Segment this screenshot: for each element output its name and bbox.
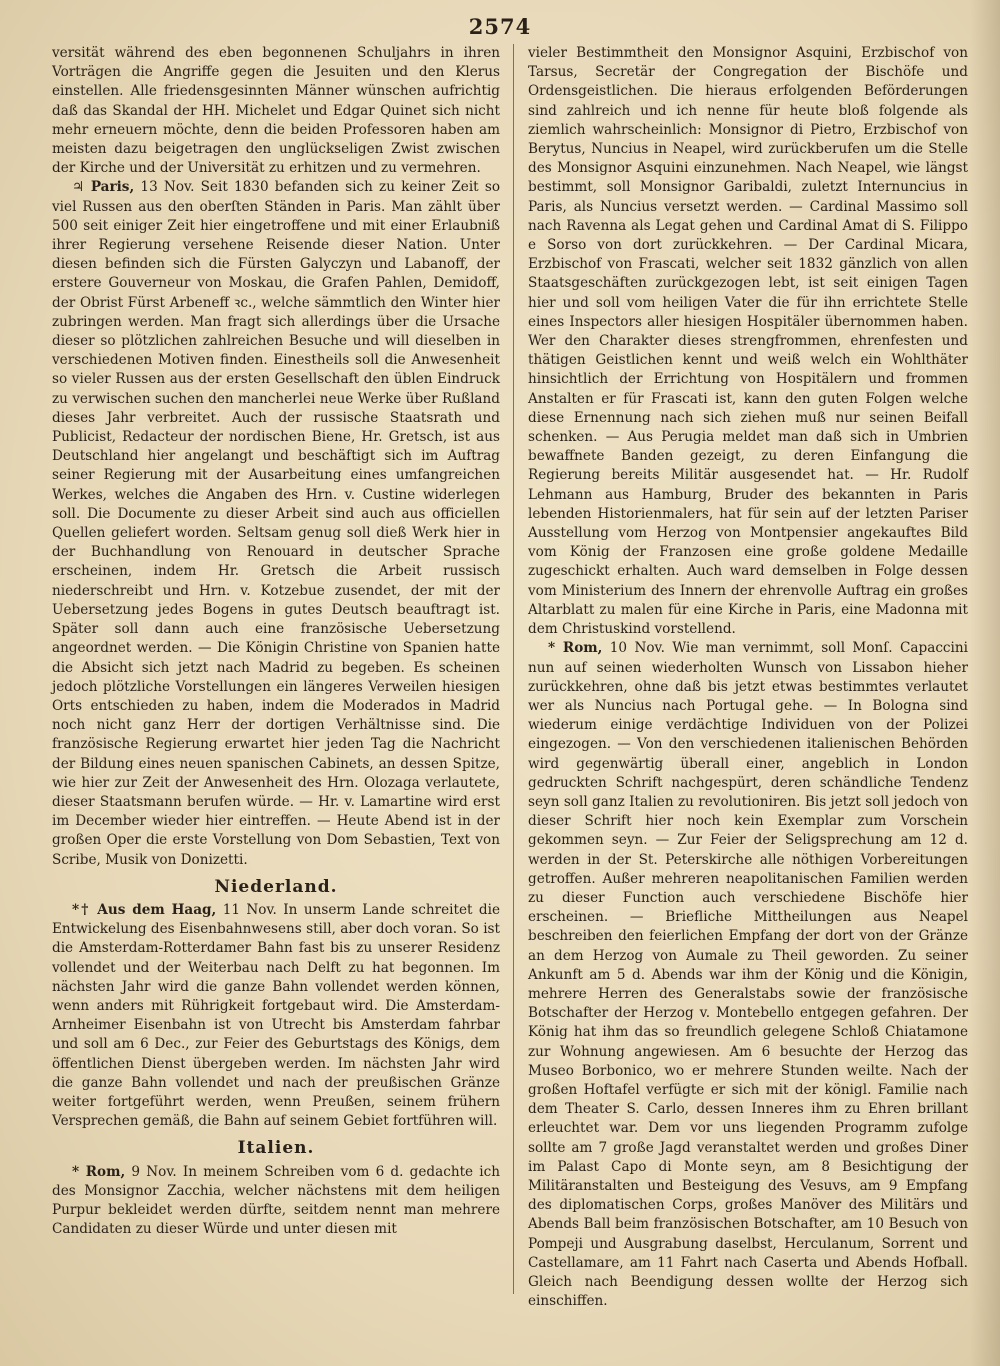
- continued-paragraph: vieler Bestimmtheit den Monsignor Asquini, Erzbischof von Tarsus, Secretär der Congregation der Bischöfe und Ordensgeistlichen. Die hieraus erfolgenden Beförderungen sind zahlreich und ich nenne für heute bloß folgende als ziemlich wahrscheinlich: Monsignor di Pietro, Erzbischof von Berytus, Nuncius in Neapel, wird zurückberufen um die Stelle des Monsignor Asquini einzunehmen. Nach Neapel, wie längst bestimmt, soll Monsignor Garibaldi, zuletzt Internuncius in Paris, als Nuncius versetzt werden. — Cardinal Massimo soll nach Ravenna als Legat gehen und Cardinal Amat di S. Filippo e Sorso von dort zurückkehren. — Der Cardinal Micara, Erzbischof von Frascati, welcher seit 1832 gänzlich von allen Staatsgeschäften zurückgezogen lebt, ist seit einigen Tagen hier und soll vom heiligen Vater die für ihn errichtete Stelle eines Inspectors aller hiesigen Hospitäler übernommen haben. Wer den Charakter dieses strengfrommen, ehrenfesten und thätigen Geistlichen kennt und weiß welch ein Wohlthäter hinsichtlich der Errichtung von Hospitälern und frommen Anstalten er für Frascati ist, kann den guten Folgen welche diese Ernennung nach sich ziehen muß nur seinen Beifall schenken. — Aus Perugia meldet man daß sich in Umbrien bewaffnete Banden gezeigt, zu deren Einfangung die Regierung bereits Militär ausgesendet hat. — Hr. Rudolf Lehmann aus Hamburg, Bruder des bekannten in Paris lebenden Historienmalers, hat für sein auf der letzten Pariser Ausstellung vom Herzog von Montpensier angekauftes Bild vom König der Franzosen eine große goldene Medaille zugeschickt erhalten. Auch ward demselben in Folge dessen vom Ministerium des Innern der ehrenvolle Auftrag ein großes Altarblatt zu malen für eine Kirche in Paris, eine Madonna mit dem Christuskind vorstellend.: [528, 45, 968, 638]
- section-heading: Italien.: [237, 1138, 315, 1159]
- article-paragraph: [528, 639, 968, 1311]
- page-edge-shadow: [970, 0, 1000, 1366]
- article-dateline: ♃ Paris,: [72, 179, 135, 196]
- column-divider: [513, 44, 514, 1294]
- article-paragraph: [52, 1163, 500, 1240]
- article-body: 10 Nov. Wie man vernimmt, soll Monſ. Capaccini nun auf seinen wiederholten Wunsch von Lissabon hieher zurückkehren, ohne daß bis jetzt etwas bestimmtes verlautet wer als Nuncius nach Portugal gehe. — In Bologna sind wiederum einige verdächtige Individuen von der Polizei eingezogen. — Von den verschiedenen italienischen Behörden wird gegenwärtig überall einer, angeblich in London gedruckten Schrift nachgespürt, deren schändliche Tendenz seyn soll ganz Italien zu revolutioniren. Bis jetzt soll jedoch von dieser Schrift hier noch kein Exemplar zum Vorschein gekommen seyn. — Zur Feier der Seligsprechung am 12 d. werden in der St. Peterskirche alle nöthigen Vorbereitungen getroffen. Außer mehreren neapolitanischen Familien werden zu dieser Function auch verschiedene Bischöfe hier erscheinen. — Briefliche Mittheilungen aus Neapel beschreiben den feierlichen Empfang der dort von der Gränze an dem Herzog von Aumale zu Theil geworden. Zu seiner Ankunft am 5 d. Abends war ihm der König und die Königin, mehrere Herren des Generalstabs sowie der französische Botschafter der Herzog v. Montebello entgegen gefahren. Der König hat ihm das so freundlich gelegene Schloß Chiatamone zur Wohnung angewiesen. Am 6 besuchte der Herzog das Museo Borbonico, wo er mehrere Stunden weilte. Nach der großen Hoftafel verfügte er sich mit der königl. Familie nach dem Theater S. Carlo, dessen Inneres ihm zu Ehren brillant erleuchtet war. Dem vor uns liegenden Programm zufolge sollte am 7 große Jagd veranstaltet werden und großes Diner im Palast Capo di Monte seyn, am 8 Besichtigung der Militäranstalten und Besteigung des Vesuvs, am 9 Empfang des diplomatischen Corps, großes Manöver des Militärs und Abends Ball beim französischen Botschafter, am 10 Besuch von Pompeji und Ausgrabung daselbst, Herculanum, Sorrent und Castellamare, am 11 Fahrt nach Caserta und Abends Hofball. Gleich nach Beendigung dessen wollte der Herzog sich einschiffen.: [528, 640, 968, 1310]
- left-column: [52, 44, 500, 1239]
- article-paragraph: [52, 901, 500, 1131]
- article-body: 13 Nov. Seit 1830 befanden sich zu keiner Zeit so viel Russen aus den oberſten Ständen in Paris. Man zählt über 500 seit einiger Zeit hier eingetroffene und mit einer Erlaubniß ihrer Regierung versehene Reisende dieser Nation. Unter diesen befinden sich die Fürsten Galyczyn und Labanoff, der erstere Gouverneur von Moskau, die Grafen Pahlen, Demidoff, der Obrist Fürst Arbeneff ꝛc., welche sämmtlich den Winter hier zubringen werden. Man fragt sich allerdings über die Ursache dieser so plötzlichen zahlreichen Besuche und will dieselben in verschiedenen Motiven finden. Einestheils soll die Anwesenheit so vieler Russen aus der ersten Gesellschaft den üblen Eindruck zu verwischen suchen den mancherlei neue Werke über Rußland dieses Jahr verbreitet. Auch der russische Staatsrath und Publicist, Redacteur der nordischen Biene, Hr. Gretsch, ist aus Deutschland hier angelangt und beschäftigt sich im Auftrag seiner Regierung mit der Ausarbeitung eines umfangreichen Werkes, welches die Angaben des Hrn. v. Custine widerlegen soll. Die Documente zu dieser Arbeit sind auch aus officiellen Quellen geliefert worden. Seltsam genug soll dieß Werk hier in der Buchhandlung von Renouard in deutscher Sprache erscheinen, indem Hr. Gretsch die Arbeit russisch niederschreibt und Hrn. v. Kotzebue zusendet, der mit der Uebersetzung jedes Bogens in gutes Deutsch beauftragt ist. Später soll dann auch eine französische Uebersetzung angeordnet werden. — Die Königin Christine von Spanien hatte die Absicht sich jetzt nach Madrid zu begeben. Es scheinen jedoch plötzliche Vorstellungen ein längeres Verweilen hiesigen Orts entschieden zu haben, indem die Moderados in Madrid noch nicht ganz Herr der dortigen Verhältnisse sind. Die französische Regierung erwartet hier jeden Tag die Nachricht der Bildung eines neuen spanischen Cabinets, an dessen Spitze, wie hier zur Zeit der Anwesenheit des Hrn. Olozaga verlautete, dieser Staatsmann berufen würde. — Hr. v. Lamartine wird erst im December wieder hier eintreffen. — Heute Abend ist in der großen Oper die erste Vorstellung von Dom Sebastien, Text von Scribe, Musik von Donizetti.: [52, 179, 501, 868]
- article-dateline: *† Aus dem Haag,: [72, 901, 217, 918]
- section-heading: Niederland.: [214, 876, 338, 897]
- article-paragraph: [52, 178, 500, 869]
- article-dateline: * Rom,: [548, 640, 603, 657]
- continued-paragraph: versität während des eben begonnenen Schuljahrs in ihren Vorträgen die Angriffe gegen die Jesuiten und den Klerus einstellen. Alle friedensgesinnten Männer wünschen aufrichtig daß das Skandal der HH. Michelet und Edgar Quinet sich nicht mehr erneuern möchte, denn die beiden Professoren haben am meisten dazu beigetragen den unglückseligen Zwist zwischen der Kirche und der Universität zu erhitzen und zu vermehren.: [52, 45, 500, 177]
- article-body: 9 Nov. In meinem Schreiben vom 6 d. gedachte ich des Monsignor Zacchia, welcher nächstens mit dem heiligen Purpur bekleidet werden dürfte, seitdem nennt man mehrere Candidaten zu dieser Würde und unter diesen mit: [52, 1163, 500, 1238]
- page-number: 2574: [468, 14, 532, 39]
- article-body: 11 Nov. In unserm Lande schreitet die Entwickelung des Eisenbahnwesens still, aber doch voran. So ist die Amsterdam-Rotterdamer Bahn fast bis zu unserer Residenz vollendet und der Weiterbau nach Delft zu hat begonnen. Im nächsten Jahr wird die ganze Bahn vollendet werden können, wenn anders mit Rührigkeit fortgebaut wird. Die Amsterdam-Arnheimer Eisenbahn ist von Utrecht bis Amsterdam fahrbar und soll am 6 Dec., zur Feier des Geburtstags des Königs, dem öffentlichen Dienst übergeben werden. Im nächsten Jahr wird die ganze Bahn vollendet und nach der preußischen Gränze weiter fortgeführt werden, wenn Preußen, seinem frühern Versprechen gemäß, die Bahn auf seinem Gebiet fortführen will.: [52, 901, 500, 1130]
- article-dateline: * Rom,: [72, 1163, 126, 1180]
- right-column: [528, 44, 968, 1311]
